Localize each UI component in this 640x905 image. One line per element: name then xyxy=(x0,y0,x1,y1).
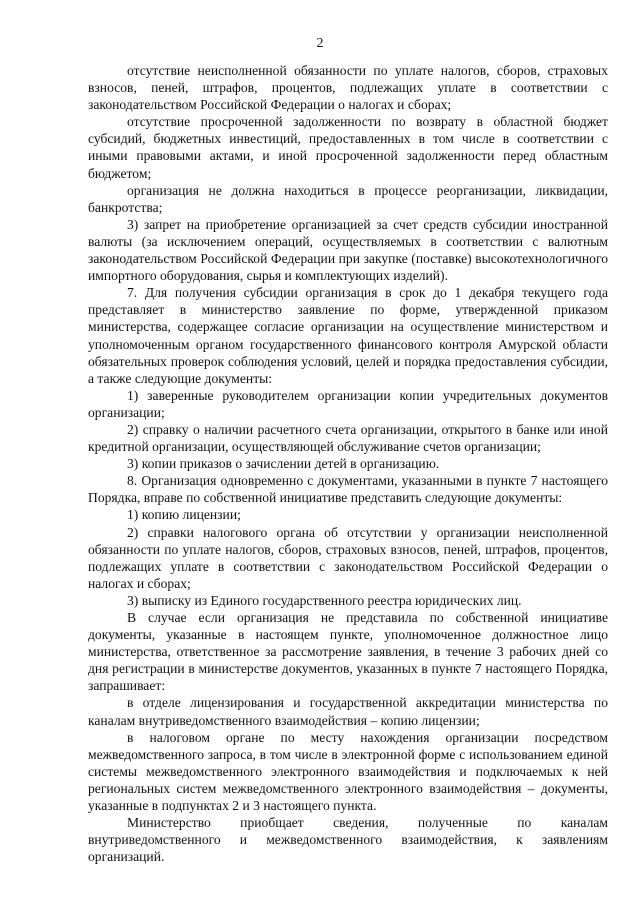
paragraph-item-8-sub-2: 2) справки налогового органа об отсутствии у организации неисполненной обязанности по уплате налогов, сборов, страховых взносов, пеней, штрафов, процентов, подлежащих уплате в соответствии с законодательством Российской Федерации о налогах и сборах; xyxy=(88,524,608,591)
paragraph-ministry-attaches: Министерство приобщает сведения, полученные по каналам внутриведомственного и межведомственного взаимодействия, к заявлениям организаций. xyxy=(88,815,608,865)
paragraph-no-budget-debt: отсутствие просроченной задолженности по возврату в областной бюджет субсидий, бюджетных инвестиций, предоставленных в том числе в соответствии с иными правовыми актами, и иной просроченной задолженности перед областным бюджетом; xyxy=(88,114,608,181)
paragraph-currency-ban: 3) запрет на приобретение организацией за счет средств субсидии иностранной валюты (за исключением операций, осуществляемых в соответствии с валютным законодательством Российской Федерации при закупке (поставке) высокотехнологичного импортного оборудования, сырья и комплектующих изделий). xyxy=(88,216,608,284)
paragraph-item-7: 7. Для получения субсидии организация в срок до 1 декабря текущего года представляет в министерство заявление по форме, утвержденной приказом министерства, содержащее согласие организации на осуществление министерством и уполномоченным органом государственного финансового контроля Амурской области обязательных проверок соблюдения условий, целей и порядка предоставления субсидии, а также следующие документы: xyxy=(88,285,608,386)
paragraph-request-license: в отделе лицензирования и государственной аккредитации министерства по каналам внутриведомственного взаимодействия – копию лицензии; xyxy=(88,695,608,728)
page-number: 2 xyxy=(316,36,324,51)
paragraph-item-8-sub-1: 1) копию лицензии; xyxy=(127,507,241,523)
paragraph-item-8-sub-3: 3) выписку из Единого государственного реестра юридических лиц. xyxy=(127,592,522,608)
paragraph-no-tax-debt: отсутствие неисполненной обязанности по уплате налогов, сборов, страховых взносов, пеней, штрафов, процентов, подлежащих уплате в соответствии с законодательством Российской Федерации о налогах и сборах; xyxy=(88,63,608,113)
paragraph-item-7-sub-2: 2) справку о наличии расчетного счета организации, открытого в банке или иной кредитной организации, осуществляющей обслуживание счетов организации; xyxy=(88,421,608,455)
paragraph-request-tax-office: в налоговом органе по месту нахождения организации посредством межведомственного запроса, в том числе в электронной форме с использованием единой системы межведомственного электронного взаимодействия и подключаемых к ней региональных систем межведомственного электронного взаимодействия – документы, указанные в подпунктах 2 и 3 настоящего пункта. xyxy=(88,729,608,814)
paragraph-item-7-sub-3: 3) копии приказов о зачислении детей в организацию. xyxy=(127,456,440,472)
document-body xyxy=(88,62,608,865)
paragraph-item-7-sub-1: 1) заверенные руководителем организации копии учредительных документов организации; xyxy=(88,387,608,420)
paragraph-request-procedure: В случае если организация не представила по собственной инициативе документы, указанные в настоящем пункте, уполномоченное должностное лицо министерства, ответственное за рассмотрение заявления, в течение 3 рабочих дней со дня регистрации в министерстве документов, указанных в пункте 7 настоящего Порядка, запрашивает: xyxy=(88,610,608,694)
paragraph-no-reorganization: организация не должна находиться в процессе реорганизации, ликвидации, банкротства; xyxy=(88,182,608,215)
paragraph-item-8: 8. Организация одновременно с документами, указанными в пункте 7 настоящего Порядка, вправе по собственной инициативе представить следующие документы: xyxy=(88,473,608,506)
